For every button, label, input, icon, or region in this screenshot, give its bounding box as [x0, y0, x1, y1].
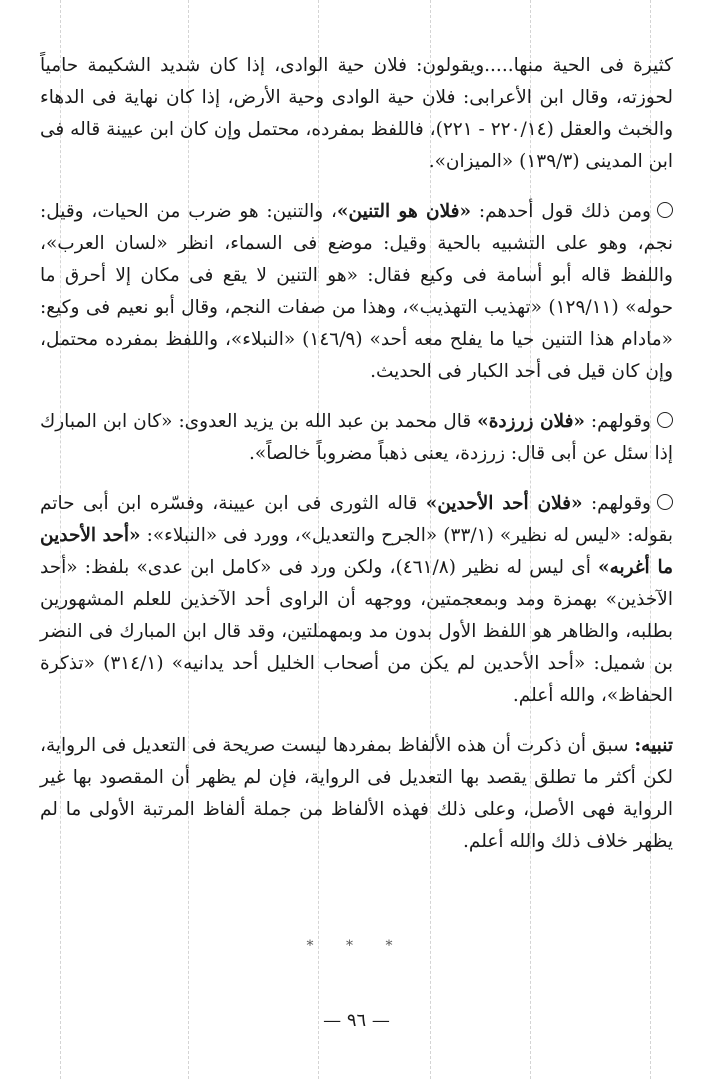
bullet-circle-icon [657, 412, 673, 428]
bullet-circle-icon [657, 202, 673, 218]
paragraph-ahad-al-ahadin: وقولهم: «فلان أحد الأحدين» قاله الثورى فى ابن عيينة، وفسّره ابن أبى حاتم بقوله: «ليس له نظير» (٣٣/١) «الجرح والتعديل»، وورد فى «النبلاء»: «أحد الأحدين ما أغربه» أى ليس له نظير (٤٦١/٨)، ولكن ورد فى «كامل ابن عدى» بلفظ: «أحد الآخذين» بهمزة ومد وبمعجمتين، ووجهه أن الراوى أحد الآخذين للعلم المشهورين بطلبه، والظاهر هو اللفظ الأول بدون مد وبمهملتين، وقد قال ابن المبارك فى النضر بن شميل: «أحد الأحدين لم يكن من أصحاب الخليل أحد يدانيه» (٣١٤/١) «تذكرة الحفاظ»، والله أعلم. [40, 493, 674, 706]
paragraph-zarzada: وقولهم: «فلان زرزدة» قال محمد بن عبد الله بن يزيد العدوى: «كان ابن المبارك إذا سئل عن أبى قال: زرزدة، يعنى ذهباً مضروباً خالصاً». [40, 411, 673, 464]
paragraph-tinnin: ومن ذلك قول أحدهم: «فلان هو التنين»، والتنين: هو ضرب من الحيات، وقيل: نجم، وهو على التشبيه بالحية وقيل: موضع فى السماء، انظر «لسان العرب»، واللفظ قاله أبو أسامة فى وكيع فقال: «هو التنين لا يقع فى مكان إلا أحرق ما حوله» (١٢٩/١١) «تهذيب التهذيب»، وهذا من صفات النجم، وقال أبو نعيم فى وكيع: «مادام هذا التنين حيا ما يفلح معه أحد» (١٤٦/٩) «النبلاء»، واللفظ بمفرده محتمل، وإن كان قيل فى أحد الكبار فى الحديث. [40, 201, 673, 382]
paragraph-hayya: كثيرة فى الحية منها.....ويقولون: فلان حية الوادى، إذا كان شديد الشكيمة حامياً لحوزته، وقال ابن الأعرابى: فلان حية الوادى وحية الأرض، إذا كان نهاية فى الدهاء والخبث والعقل (٢٢٠/١٤ - ٢٢١)، فاللفظ بمفرده، محتمل وإن كان ابن عيينة قاله فى ابن المدينى (١٣٩/٣) «الميزان». [40, 55, 674, 172]
bullet-circle-icon [657, 494, 673, 510]
page-body [40, 50, 673, 858]
page-number: — ٩٦ — [323, 1010, 390, 1031]
section-separator: * * * [306, 938, 407, 954]
paragraph-note: تنبيه: سبق أن ذكرت أن هذه الألفاظ بمفردها ليست صريحة فى التعديل فى الرواية، لكن أكثر ما تطلق يقصد بها التعديل فى الرواية، فإن لم يظهر أن المقصود بها غير الرواية فهى الأصل، وعلى ذلك فهذه الألفاظ من جملة ألفاظ المرتبة الأولى ما لم يظهر خلاف ذلك والله أعلم. [40, 735, 673, 852]
